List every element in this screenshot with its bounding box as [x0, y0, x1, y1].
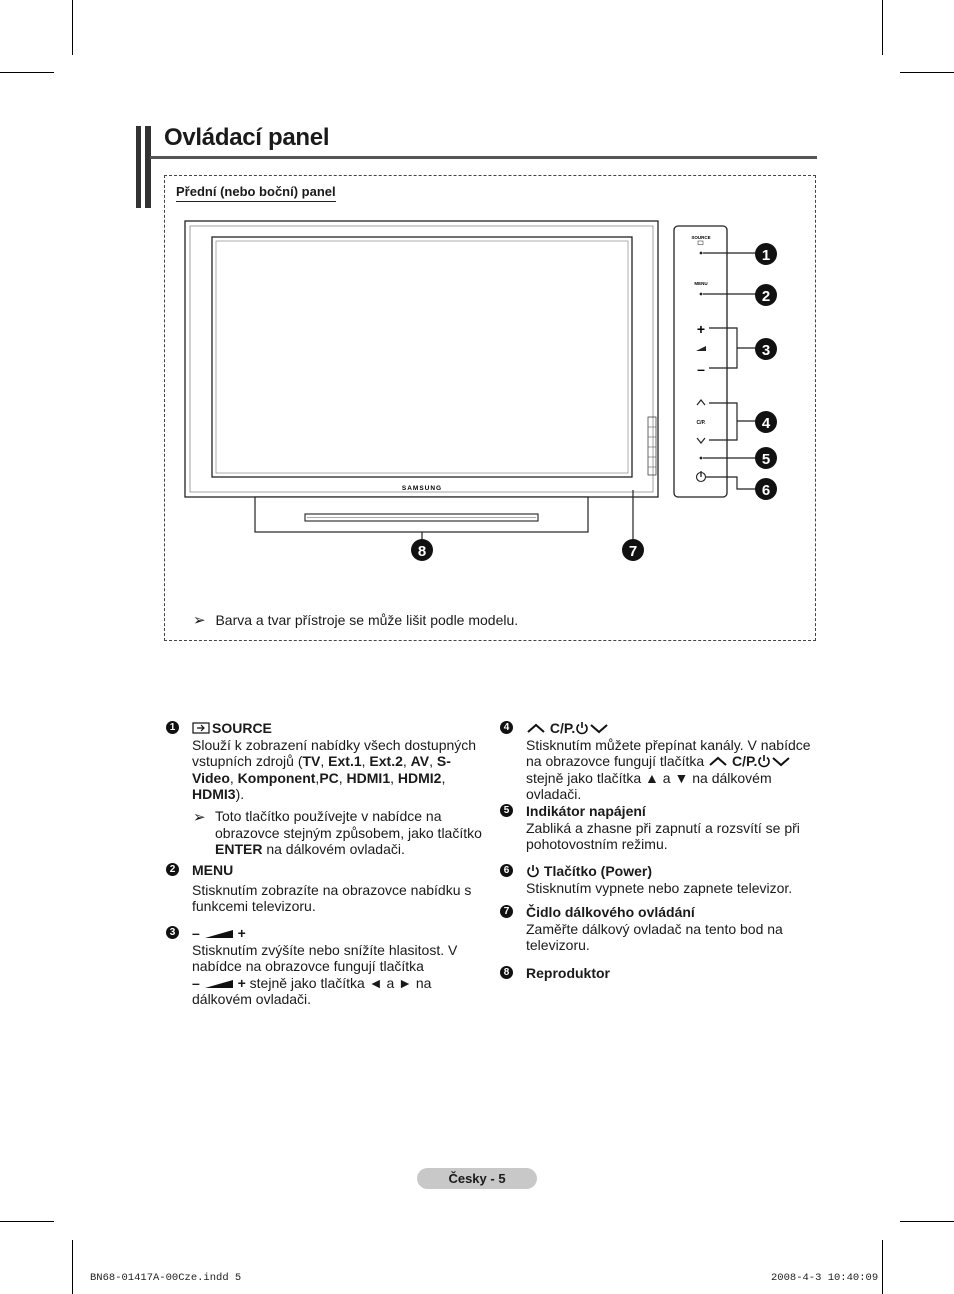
- item-number: 8: [500, 966, 513, 979]
- power-icon: [575, 721, 589, 735]
- title-rule: [150, 156, 817, 159]
- item-number: 5: [500, 804, 513, 817]
- power-icon: [526, 864, 540, 878]
- plus-icon: +: [696, 321, 706, 337]
- power-icon: [757, 754, 771, 768]
- title-accent: [145, 126, 151, 208]
- item-power-indicator: Indikátor napájení Zabliká a zhasne při zapnutí a rozsvítí se při pohotovostním režimu.: [526, 803, 800, 852]
- callout-2: 2: [761, 288, 771, 305]
- item-number: 2: [166, 863, 179, 876]
- brand-logo: SAMSUNG: [401, 485, 443, 492]
- crop-mark: [882, 0, 883, 55]
- callout-1: 1: [761, 247, 771, 264]
- callout-6: 6: [761, 482, 771, 499]
- volume-icon: [204, 929, 234, 939]
- cp-label: C/P.: [696, 420, 706, 426]
- chevron-down-icon: [771, 755, 791, 767]
- item-channel: C/P. Stisknutím můžete přepínat kanály. V nabídce na obrazovce fungují tlačítka C/P. stejně jako tlačítka ▲ a ▼ na dálkovém ovladači.: [526, 720, 811, 802]
- page-number: Česky - 5: [417, 1168, 537, 1189]
- item-number: 4: [500, 721, 513, 734]
- item-number: 7: [500, 905, 513, 918]
- chevron-up-icon: [526, 722, 546, 734]
- crop-mark: [900, 1221, 954, 1222]
- chevron-down-icon: [589, 722, 609, 734]
- crop-mark: [0, 72, 54, 73]
- volume-icon: [204, 979, 234, 989]
- item-source: SOURCE Slouží k zobrazení nabídky všech dostupných vstupních zdrojů (TV, Ext.1, Ext.2, AV, S-Video, Komponent,PC, HDMI1, HDMI2, HDMI3).: [192, 720, 477, 802]
- callout-4: 4: [761, 415, 771, 432]
- callout-8: 8: [417, 543, 427, 560]
- item-number: 6: [500, 864, 513, 877]
- source-label: SOURCE: [691, 235, 711, 240]
- item-speaker: Reproduktor: [526, 965, 610, 981]
- arrow-icon: ➢: [193, 809, 206, 826]
- source-icon: [192, 722, 212, 734]
- item-number: 1: [166, 721, 179, 734]
- tv-front-panel-illustration: [164, 175, 816, 641]
- item-number: 3: [166, 926, 179, 939]
- item-source-note: Toto tlačítko používejte v nabídce na obrazovce stejným způsobem, jako tlačítko ENTER na dálkovém ovladači.: [215, 808, 482, 857]
- crop-mark: [900, 72, 954, 73]
- item-volume: – + Stisknutím zvýšíte nebo snížíte hlasitost. V nabídce na obrazovce fungují tlačítka – + stejně jako tlačítka ◄ a ► na dálkovém ovladači.: [192, 925, 458, 1007]
- page-title: Ovládací panel: [164, 124, 330, 151]
- callout-5: 5: [761, 451, 771, 468]
- callout-7: 7: [628, 543, 638, 560]
- arrow-icon: ➢: [193, 612, 206, 629]
- callout-3: 3: [761, 342, 771, 359]
- panel-subtitle: Přední (nebo boční) panel: [176, 184, 336, 202]
- crop-mark: [72, 1240, 73, 1294]
- footer-file: BN68-01417A-00Cze.indd 5: [90, 1272, 242, 1284]
- panel-note: ➢ Barva a tvar přístroje se může lišit podle modelu.: [193, 612, 519, 629]
- crop-mark: [0, 1221, 54, 1222]
- item-remote-sensor: Čidlo dálkového ovládání Zaměřte dálkový ovladač na tento bod na televizoru.: [526, 904, 783, 953]
- chevron-up-icon: [708, 755, 728, 767]
- crop-mark: [882, 1240, 883, 1294]
- item-menu: MENU Stisknutím zobrazíte na obrazovce nabídku s funkcemi televizoru.: [192, 862, 472, 914]
- title-accent: [136, 126, 141, 208]
- menu-label: MENU: [694, 281, 708, 286]
- item-power-button: Tlačítko (Power) Stisknutím vypnete nebo zapnete televizor.: [526, 863, 793, 896]
- minus-icon: –: [697, 361, 705, 377]
- crop-mark: [72, 0, 73, 55]
- footer-date: 2008-4-3 10:40:09: [771, 1272, 879, 1284]
